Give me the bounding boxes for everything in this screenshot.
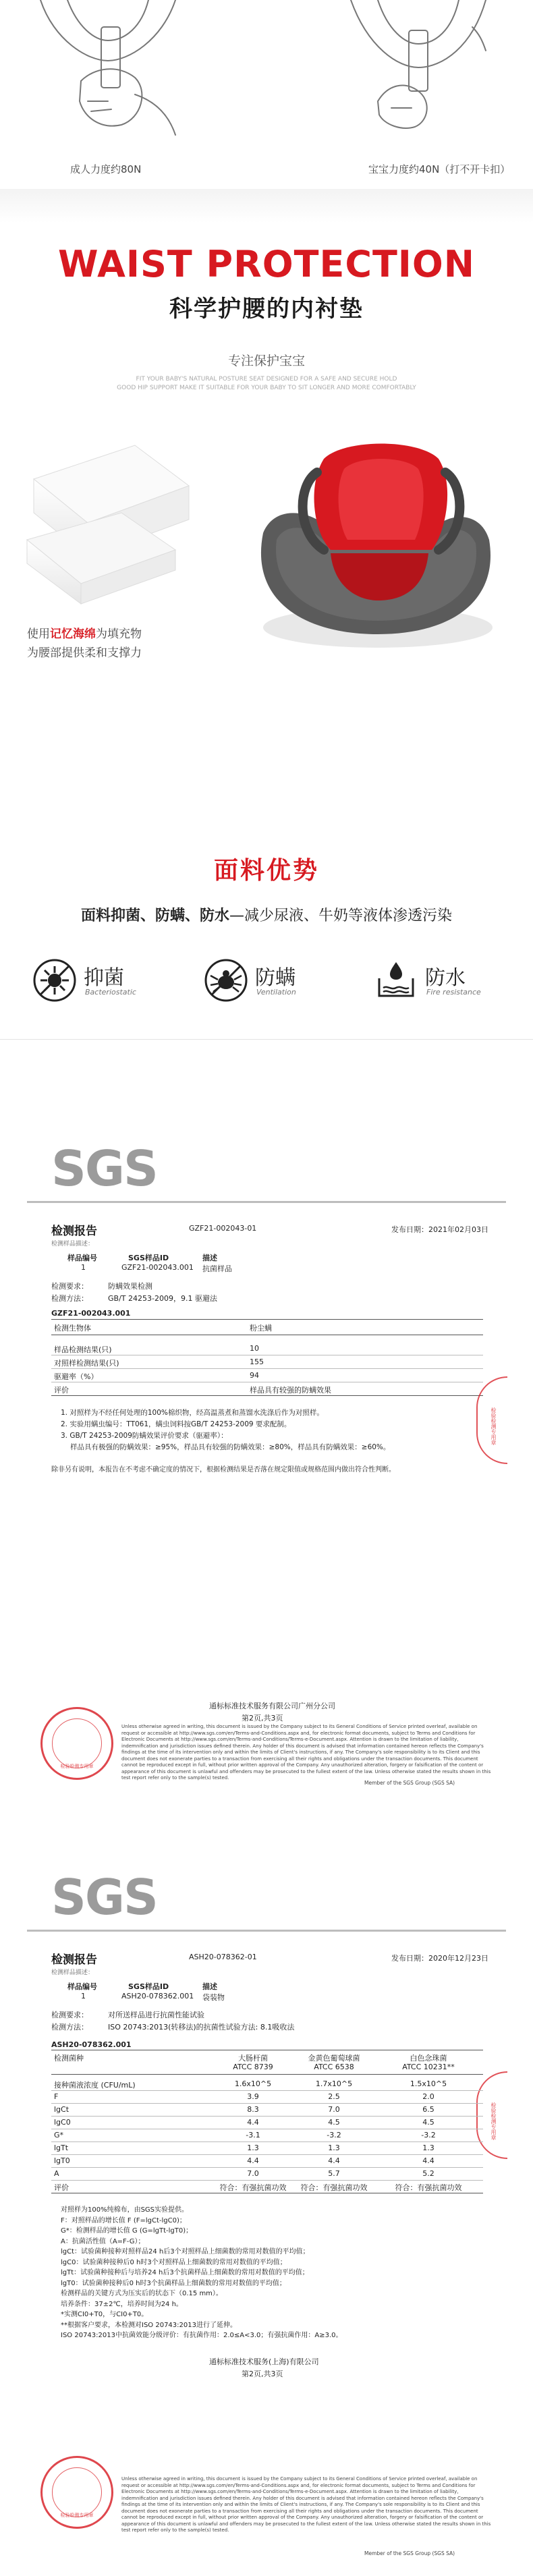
table-head-organism-value: 粉尘螨 [250,1324,272,1333]
sgs-logo: SGS [51,1869,157,1926]
table-row-label: G* [54,2131,64,2139]
fabric-description [0,904,533,925]
method-label: 检测要求： [51,2011,88,2019]
care-english-text [0,375,533,393]
table-cell: 7.0 [328,2105,340,2114]
fabric-title: 面料优势 [213,857,319,885]
table-row-label: lgC0 [54,2118,71,2127]
table-row-label: lgCt [54,2105,69,2114]
table-rule [51,2180,483,2181]
table-row: 评价 [54,1386,69,1395]
member-line: Member of the SGS Group (SGS SA) [364,2550,455,2556]
table-cell: 符合：有强抗菌功效 [219,2183,287,2192]
section-divider [0,189,533,223]
care-english-line-2: GOOD HIP SUPPORT MAKE IT SUITABLE FOR YOUR BABY TO SIT LONGER AND MORE COMFORTABLY [117,385,416,391]
table-row-label: lgTt [54,2144,69,2152]
table-head-cell: 白色念珠菌 ATCC 10231** [402,2054,455,2071]
report-heading: 检测报告 [51,1225,97,1238]
note-line: 1. 对照样为不经任何处理的100%棉织物，经高温蒸煮和蒸馏水洗涤后作为对照样。 [61,1409,324,1417]
fine-print: Unless otherwise agreed in writing, this document is issued by the Company subject to its General Conditions of Service printed overleaf, available on request or accessible at http://www.sgs.com/en/Terms-and-Conditions.aspx and, for electronic format documents, subject to Terms and Conditions for Electronic Documents at http://www.sgs.com/en/Terms-and-Conditions/Terms-e-Document.aspx. Attention is drawn to the limitation of liability, indemnification and jurisdiction issues defined therein. Any holder of this document is advised that information contained hereon reflects the Company's findings at the time of its intervention only and within the limits of Client's instructions, if any. The Company's sole responsibility is to its Client and this document does not exonerate parties to a transaction from exercising all their rights and obligations under the transaction documents. This document cannot be reproduced except in full, without prior written approval of the Company. Any unauthorized alteration, forgery or falsification of the content or appearance of this document is unlawful and offenders may be prosecuted to the fullest extent of the law. Unless otherwise stated the results shown in this test report refer only to the sample(s) tested. [121,2476,491,2533]
header-rule [27,1201,506,1203]
sgs-logo: SGS [51,1140,157,1197]
waist-protection-subtitle: 科学护腰的内衬垫 [169,296,364,323]
table-rule [51,2141,483,2142]
footer-page: 第2页,共3页 [242,1714,283,1723]
section-divider-2 [0,1039,533,1080]
foam-caption-highlight: 记忆海绵 [50,627,96,641]
stamp-text: 检验检测专用章 [60,1764,94,1769]
issue-date: 发布日期：2020年12月23日 [391,1954,488,1963]
table-row-label: 评价 [54,2183,69,2192]
col-sample-no: 样品编号 [67,1982,97,1991]
method2-value: GB/T 24253-2009，9.1 驱避法 [108,1294,217,1303]
table-cell: -3.2 [327,2131,341,2139]
table-row-value: 样品具有较强的防螨效果 [250,1386,331,1395]
table-cell: 7.0 [247,2169,259,2178]
sgs-report-antibacterial [27,1849,506,2571]
table-cell: 2.5 [328,2092,340,2101]
table-rule [51,2090,483,2091]
col-sample-no: 样品编号 [67,1254,97,1262]
table-cell: 2.0 [422,2092,434,2101]
side-seal [476,1376,507,1464]
table-cell: 1.7x10^5 [315,2079,353,2088]
care-title: 专注保护宝宝 [227,354,305,368]
table-rule-bottom [51,1395,483,1396]
table-cell: -3.1 [246,2131,260,2139]
table-cell: 6.5 [422,2105,434,2114]
table-rule [51,2154,483,2155]
fine-print: Unless otherwise agreed in writing, this document is issued by the Company subject to its General Conditions of Service printed overleaf, available on request or accessible at http://www.sgs.com/en/Terms-and-Conditions.aspx and, for electronic format documents, subject to Terms and Conditions for Electronic Documents at http://www.sgs.com/en/Terms-and-Conditions/Terms-e-Document.aspx. Attention is drawn to the limitation of liability, indemnification and jurisdiction issues defined therein. Any holder of this document is advised that information contained hereon reflects the Company's findings at the time of its intervention only and within the limits of Client's instructions, if any. The Company's sole responsibility is to its Client and this document does not exonerate parties to a transaction from exercising all their rights and obligations under the transaction documents. This document cannot be reproduced except in full, without prior written approval of the Company. Any unauthorized alteration, forgery or falsification of the content or appearance of this document is unlawful and offenders may be prosecuted to the fullest extent of the law. Unless otherwise stated the results shown in this test report refer only to the sample(s) tested. [121,1724,491,1781]
foam-caption-line-2: 为腰部提供柔和支撑力 [27,646,142,660]
hand-buckle-drawing [0,0,533,159]
table-cell: 4.4 [247,2118,259,2127]
care-english-line-1: FIT YOUR BABY'S NATURAL POSTURE SEAT DESIGNED FOR A SAFE AND SECURE HOLD [136,376,397,383]
waist-protection-title: WAIST PROTECTION [58,243,475,285]
feature-waterproof-label: 防水 [425,966,466,990]
footer-page: 第2页,共3页 [242,2370,283,2378]
table-row-value: 10 [250,1344,259,1353]
report-number: ASH20-078362-01 [189,1953,257,1961]
method-value: 对所送样品进行抗菌性能试验 [108,2011,204,2019]
memory-foam-image [20,439,196,607]
feature-waterproof-en: Fire resistance [426,988,481,997]
foam-caption-post: 为填充物 [96,627,142,641]
table-cell: -3.2 [421,2131,436,2139]
table-row-label: A [54,2169,59,2178]
feature-waterproof [374,951,509,1012]
inspection-stamp [40,2456,113,2529]
method2-label: 检测方法： [51,1294,88,1303]
table-cell: 1.5x10^5 [410,2079,447,2088]
table-cell: 1.3 [328,2144,340,2152]
foam-caption-pre: 使用 [27,627,50,641]
note-line: **根据客户要求，本检测对ISO 20743:2013进行了延伸。 [61,2321,237,2329]
col-desc: 描述 [202,1982,217,1991]
table-head-organism: 检测生物体 [54,1324,91,1333]
mite-icon [204,958,248,1003]
method-label: 检测要求： [51,1282,88,1291]
row-sgs-id: ASH20-078362.001 [121,1992,194,2000]
table-rule [51,2116,483,2117]
note-line: 培养条件：37±2℃，培养时间为24 h。 [61,2300,183,2308]
method2-label: 检测方法： [51,2023,88,2032]
col-sgs-id: SGS样品ID [128,1254,169,1262]
stamp-inner-ring [52,1718,102,1768]
method2-value: ISO 20743:2013(转移法)的抗菌性试验方法: 8.1吸收法 [108,2023,295,2032]
issue-date: 发布日期：2021年02月03日 [391,1225,488,1234]
table-rule-head [51,2074,483,2075]
table-cell: 4.5 [422,2118,434,2127]
feature-anti-mite [204,951,339,1012]
feature-bacteriostatic-label: 抑菌 [84,966,124,990]
note-line: A：抗菌活性值（A=F-G）； [61,2237,145,2245]
note-line: F：对照样品的增长值 F (F=lgCt-lgC0)； [61,2216,186,2224]
foam-caption-line-1 [27,625,142,644]
note-line: 检测样品的关键方式为压实后的状态下（0.15 mm）。 [61,2290,223,2297]
table-row: 对照样检测结果(只) [54,1359,119,1368]
table-cell: 8.3 [247,2105,259,2114]
table-cell: 符合：有强抗菌功效 [300,2183,368,2192]
note-line: 样品具有极强的防螨效果：≥95%，样品具有较强的防螨效果：≥80%，样品具有防螨效果：≥60%。 [70,1443,391,1451]
stamp-text: 检验检测专用章 [60,2513,94,2518]
table-cell: 5.2 [422,2169,434,2178]
fabric-description-bold: 面料抑菌、防螨、防水 [80,907,229,924]
side-seal [476,2071,507,2159]
row-sample-no: 1 [81,1992,86,2000]
adult-force-caption: 成人力度约80N [70,163,142,175]
sample-desc-heading: 检测样品描述： [51,1969,94,1976]
method-value: 防螨效果检测 [108,1282,152,1291]
table-cell: 4.4 [247,2156,259,2165]
table-cell: 4.5 [328,2118,340,2127]
sgs-report-anti-mite [27,1113,506,1788]
table-row-value: 94 [250,1371,259,1380]
footer-org: 通标标准技术服务有限公司广州分公司 [209,1702,335,1710]
member-line: Member of the SGS Group (SGS SA) [364,1780,455,1786]
memory-foam-caption [27,625,142,663]
inspection-stamp [40,1707,113,1780]
note-line: 2. 实验用螨虫编号：TT061，螨虫饲料按GB/T 24253-2009 要求配制。 [61,1420,291,1428]
report-number: GZF21-002043-01 [189,1224,257,1233]
bacteria-icon [32,958,77,1003]
note-line: lgTt：试验菌种接种后与培养24 h后3个抗菌样品上细菌数的常用对数值的平均值； [61,2269,309,2276]
note-line: ISO 20743:2013中抗菌效能分级评价：有抗菌作用：2.0≤A<3.0；有强抗菌作用：A≥3.0。 [61,2332,343,2339]
table-rule [51,1368,483,1369]
baby-force-caption: 宝宝力度约40N（打不开卡扣） [368,163,511,175]
note-line: lgT0：试验菌种接种后0 h时3个抗菌样品上细菌数的常用对数值的平均值； [61,2279,286,2287]
table-head-cell: 检测菌种 [54,2054,84,2063]
feature-anti-mite-en: Ventilation [256,988,296,997]
table-cell: 1.3 [422,2144,434,2152]
col-desc: 描述 [202,1254,217,1262]
table-id: ASH20-078362.001 [51,2040,132,2049]
footer-org: 通标标准技术服务(上海)有限公司 [209,2357,319,2366]
note-line: G*：检测样品的增长值 G (G=lgTt-lgT0)； [61,2227,193,2235]
table-cell: 符合：有强抗菌功效 [395,2183,462,2192]
buckle-illustrations [0,0,533,182]
fabric-description-rest: —减少尿液、牛奶等液体渗透污染 [229,907,453,924]
table-id: GZF21-002043.001 [51,1309,131,1318]
table-cell: 4.4 [422,2156,434,2165]
waist-cushion-image [223,432,520,661]
table-rule [51,2167,483,2168]
table-row-value: 155 [250,1357,264,1366]
col-sgs-id: SGS样品ID [128,1982,169,1991]
feature-bacteriostatic [32,951,167,1012]
table-cell: 5.7 [328,2169,340,2178]
report-notes [61,2205,466,2341]
row-sgs-id: GZF21-002043.001 [121,1263,194,1272]
table-cell: 1.6x10^5 [234,2079,272,2088]
table-cell: 4.4 [328,2156,340,2165]
table-head-cell: 金黄色葡萄球菌 ATCC 6538 [308,2054,360,2071]
feature-anti-mite-label: 防螨 [255,966,296,990]
stamp-inner-ring [52,2467,102,2517]
report-notes [61,1407,439,1453]
note-line: *实测CI0+T0，与CI0+T0。 [61,2311,148,2318]
table-row-label: lgT0 [54,2156,70,2165]
side-seal-text: 检验检测专用章 [490,2102,497,2140]
note-line: lgCt：试验菌种接种对照样品24 h后3个对照样品上细菌数的常用对数值的平均值； [61,2248,310,2256]
table-head-cell: 大肠杆菌 ATCC 8739 [233,2054,273,2071]
sample-desc-heading: 检测样品描述： [51,1241,94,1248]
table-row-label: F [54,2092,59,2101]
report-heading: 检测报告 [51,1953,97,1967]
table-row-label: 接种菌液浓度 (CFU/mL) [54,2081,136,2090]
table-rule-top [51,1319,483,1320]
feature-bacteriostatic-en: Bacteriostatic [85,988,136,997]
side-seal-text: 检验检测专用章 [490,1407,497,1445]
table-cell: 3.9 [247,2092,259,2101]
note-line: lgC0：试验菌种接种后0 h时3个对照样品上细菌数的常用对数值的平均值； [61,2258,287,2266]
table-rule [51,2103,483,2104]
note-line: 对照样为100%纯棉布，由SGS实验提供。 [61,2206,189,2214]
water-icon [374,958,418,1003]
note-line: 3. GB/T 24253-2009防螨效果评价要求（驱避率）： [61,1432,228,1440]
table-cell: 1.3 [247,2144,259,2152]
table-row: 样品检测结果(只) [54,1345,112,1354]
disclaimer: 除非另有说明，本报告在不考虑不确定度的情况下，根据检测结果是否落在规定限值或规格范围内做出符合性判断。 [51,1466,395,1474]
row-desc: 抗菌样品 [202,1264,232,1273]
table-row: 驱避率（%） [54,1372,99,1381]
row-sample-no: 1 [81,1263,86,1272]
row-desc: 袋装物 [202,1993,225,2002]
header-rule [27,1930,506,1932]
